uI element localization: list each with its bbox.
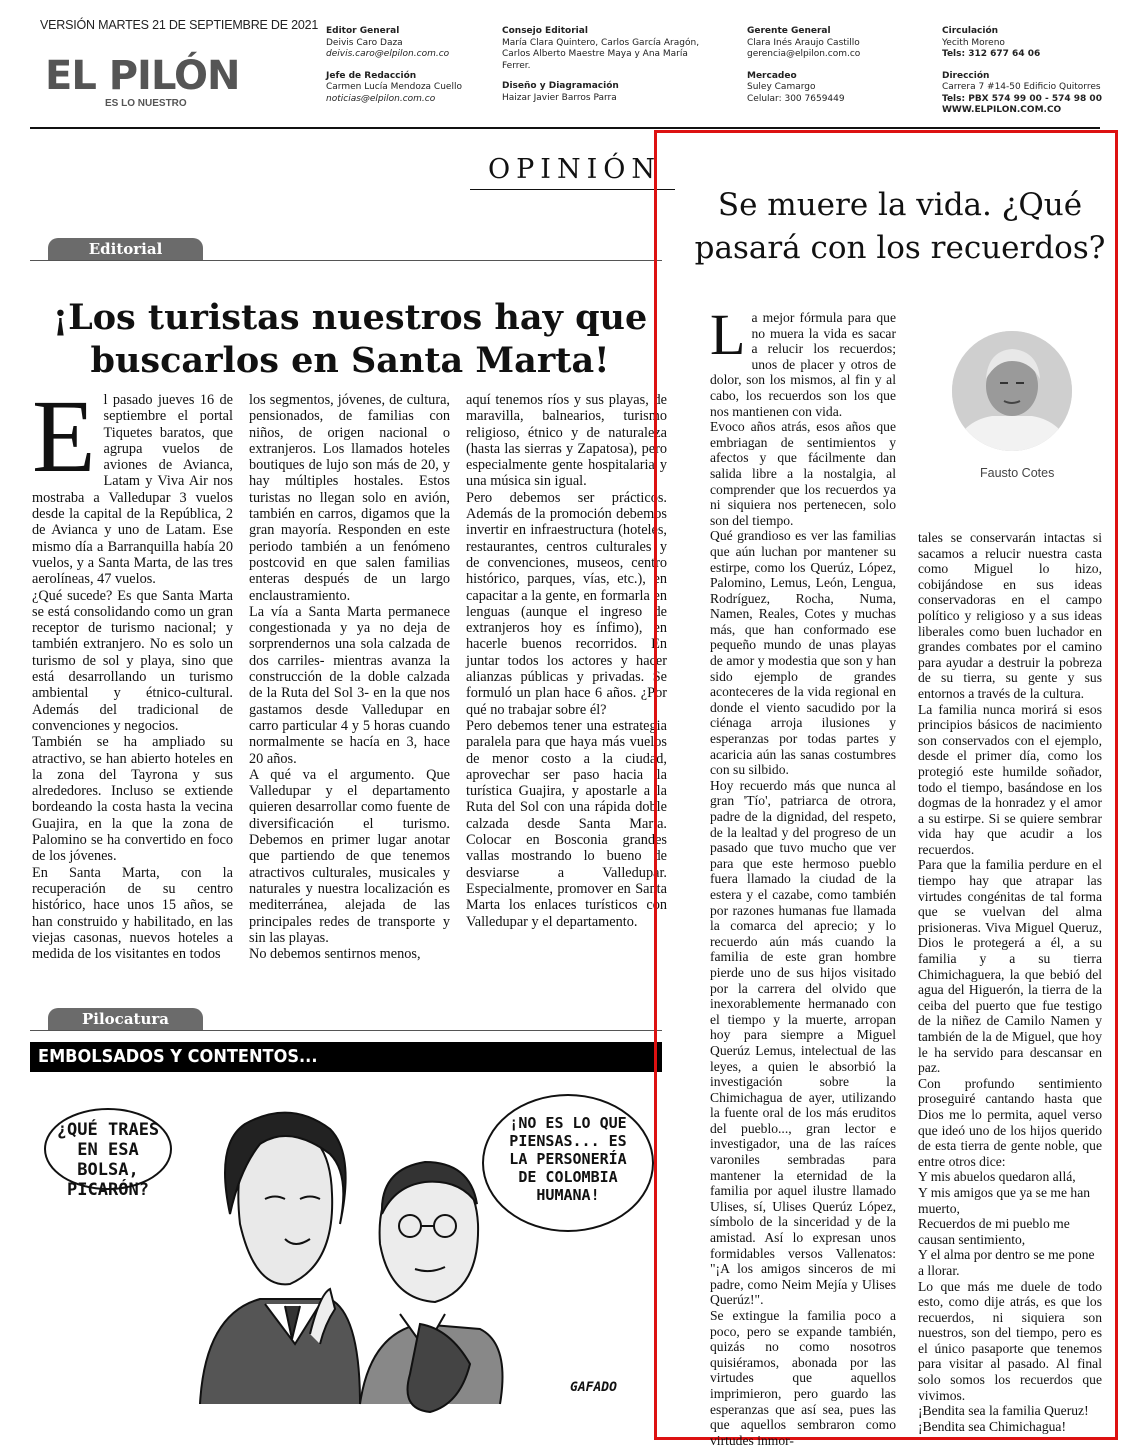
paragraph: Evoco años atrás, esos años que embriagan de sentimientos y afectos y que fácilmente dan salida libre a la nostalgia, al comprender que los recuerdos ya ni siquiera nos pertenecen, solo son del tiempo.	[710, 419, 896, 528]
paragraph: Hoy recuerdo más que nunca al gran 'Tío', patriarca de otrora, padre de la dignidad, del respeto, de la lealtad y del progreso de un pasado que tuvo mucho que ver para que este hermoso pueblo fuera llamado la ciudad de la estera y el cazabe, como también por razones humanas fue llamada la comarca del aprecio; y lo recuerdo aún más cuando la familia de este gran hombre pierde uno de sus hijos visitado por la carrera del olvido que inexorablemente hermanado con el tiempo y la muerte, arropan hoy para siempre a Miguel Querúz Lemus, intelectual de las leyes, a quien le absorbió la investigación sobre la Chimichagua de ayer, utilizando la fuente oral de los más eruditos del pueblo..., gran lector e investigador, una de las raíces varoniles sembradas para mantener la eternidad de la familia por aquel ilustre llamado Ulises, sí, Ulises Querúz López, símbolo de la sinceridad y de la amistad. Así lo expresan unos formidables versos Vallenatos: "¡A los amigos sinceros de mi padre, como Neim Mejía y Ulises Querúz!".	[710, 777, 896, 1308]
diseno-name: Haizar Javier Barros Parra	[502, 92, 617, 103]
cartoon-banner	[30, 1042, 662, 1072]
cartoon-panel	[30, 1074, 662, 1416]
diseno-label: Diseño y Diagramación	[502, 81, 619, 91]
gerente-email: gerencia@elpilon.com.co	[747, 49, 861, 59]
direccion-web[interactable]: WWW.ELPILON.COM.CO	[942, 105, 1062, 115]
newspaper-logo: EL PILÓN	[45, 53, 240, 99]
paragraph: A qué va el argumento. Que Valledupar y el departamento quieren desarrollar como fuente de diversificación el turismo. Debemos en primer lugar anotar que partiendo de que tenemos atractivos culturales, musicales y naturales y nuestra localización es mediterránea, alejada de las principales redes de transporte y sin las playas.	[249, 766, 450, 946]
masthead-consejo-block	[502, 26, 712, 104]
gerente-label: Gerente General	[747, 26, 831, 36]
paragraph: Lo que más me duele de todo esto, como dije atrás, es que los recuerdos, ni siquiera son nuestros, son del tiempo, pero es el único pasaporte que tenemos para visitar al pasado. Al final solo somos los recuerdos que vivimos.	[918, 1278, 1102, 1403]
opinion-col-2	[918, 530, 1102, 1434]
editorial-dropcap: E	[32, 379, 96, 494]
paragraph: aquí tenemos ríos y sus playas, de maravilla, balnearios, turismo religioso, étnico y de naturaleza (hasta las sierras y Zapatosa), pero especialmente gente hospitalaria y una música sin igual.	[466, 392, 667, 490]
editorial-col-3	[466, 392, 667, 930]
circulacion-name: Yecith Moreno	[942, 37, 1005, 48]
editor-email: deivis.caro@elpilon.com.co	[326, 49, 450, 59]
masthead-rule	[30, 127, 1100, 129]
section-rule	[470, 189, 675, 190]
masthead-gerente-block	[747, 26, 917, 105]
consejo-label: Consejo Editorial	[502, 26, 588, 36]
direccion-addr: Carrera 7 #14-50 Edificio Quitorres	[942, 82, 1101, 92]
editor-label: Editor General	[326, 26, 400, 36]
opinion-title: Se muere la vida. ¿Qué pasará con los recuerdos?	[694, 187, 1106, 266]
paragraph: tales se conservarán intactas si sacamos a relucir nuestra casta como Miguel lo hizo, cobijándose en sus ideas conservadoras en el campo político y religioso y a sus ideas liberales como buen luchador en grandes combates por el camino para ayudar a destruir la pobreza de su tierra, su gente y sus entornos a través de la cultura.	[918, 530, 1102, 701]
paragraph: Pero debemos ser prácticos. Además de la promoción debemos invertir en infraestructura (hoteles, restaurantes, centros culturales y de convenciones, museos, centro histórico, parques, vías, etc.), en capacitar a la gente, en formarla en lenguas (aunque el ingreso de extranjeros hoy es ínfimo), en hacerle buenos recorridos. En juntar todos los actores y hacer alianzas públicas y privadas. Se formuló un plan hace 6 años. ¿Por qué no trabajar sobre él?	[466, 489, 667, 718]
verse-line: Y el alma por dentro se me pone a llorar.	[918, 1247, 1095, 1278]
circulacion-label: Circulación	[942, 26, 999, 36]
mercadeo-tel: Celular: 300 7659449	[747, 93, 845, 104]
paragraph: La familia nunca morirá si esos principios básicos de nacimiento son conservados con el ejemplo, desde el primer día, como los protegió este humilde soñador, todo el tiempo, basándose en los dogmas de la honradez y el amor a su estirpe. Si se quiere sembrar vida hay que acudir a los recuerdos.	[918, 701, 1102, 857]
paragraph: los segmentos, jóvenes, de cultura, pensionados, de familias con niños, de origen nacional o extranjeros. Los llamados hoteles boutiques de lujo son más de 20, y hay múltiples hostales. Estos turistas no llegan solo en avión, también en carros, digamos que la gran mayoría. Responden en este periodo también a un fenómeno postcovid en que salen familias enteras después de un largo enclaustramiento.	[249, 392, 450, 604]
masthead-circulacion-block	[942, 26, 1122, 117]
gerente-name: Clara Inés Araujo Castillo	[747, 37, 860, 48]
direccion-tel: Tels: PBX 574 99 00 - 574 98 00	[942, 93, 1102, 104]
paragraph: l pasado jueves 16 de septiembre el portal Tiquetes baratos, que agrupa vuelos de aviones de Avianca, Latam y Viva Air nos mostraba a Valledupar 3 vuelos desde la capital de la República, 2 de Avianca y uno de Latam. Ese mismo día a Barranquilla había 20 vuelos, y a Santa Marta, de las tres aerolíneas, 47 vuelos.	[32, 392, 233, 588]
closing-line: ¡Bendita sea Chimichagua!	[918, 1418, 1066, 1434]
opinion-dropcap: L	[710, 302, 746, 367]
editor-name: Deivis Caro Daza	[326, 37, 403, 48]
jefe-email: noticias@elpilon.com.co	[326, 93, 436, 104]
editorial-tab-line	[30, 260, 662, 261]
masthead-editor-block	[326, 26, 496, 105]
jefe-label: Jefe de Redacción	[326, 70, 417, 81]
paragraph: La vía a Santa Marta permanece congestionada y ya no deja de sorprendernos una sola calzada de dos carriles- mientras avanza la construcción de la doble calzada de la Ruta del Sol 3- en la que nos gastamos desde Valledupar en carro particular 4 y 5 horas cuando normalmente se hacía en 3, hace 20 años.	[249, 603, 450, 767]
editorial-col-1	[32, 379, 233, 963]
pilocatura-tab-line	[30, 1030, 662, 1031]
jefe-name: Carmen Lucía Mendoza Cuello	[326, 82, 462, 92]
paragraph: No debemos sentirnos menos,	[249, 946, 421, 963]
mercadeo-name: Suley Camargo	[747, 82, 816, 92]
editorial-tab: Editorial	[48, 238, 203, 260]
paragraph: También se ha ampliado su atractivo, se han abierto hoteles en la zona del Tayrona y sus alrededores. Incluso se extiende bordeando la costa hasta la vecina Guajira, en la que la zona de Palomino se ha convertido en foco de los jóvenes.	[32, 734, 233, 865]
author-photo	[952, 331, 1072, 451]
verse-line: Y mis abuelos quedaron allá,	[918, 1169, 1076, 1185]
logo-tagline: ES LO NUESTRO	[105, 98, 187, 109]
editorial-title: ¡Los turistas nuestros hay que buscarlos en Santa Marta!	[52, 297, 648, 381]
paragraph: Pero debemos tener una estrategia paralela para que haya más vuelos de menor costo a la ciudad, aprovechar ser paso hacia la turística Guajira, y apostarle a la Ruta del Sol con una rápida doble calzada desde Santa Marta. Colocar en Bosconia grandes vallas mostrando lo bueno de desviarse a Valledupar. Especialmente, promover en Santa Marta los enlaces turísticos con Valledupar y el departamento.	[466, 717, 667, 930]
verse-line: Y mis amigos que ya se me han muerto,	[918, 1184, 1091, 1216]
paragraph: a mejor fórmula para que no muera la vida es sacar a relucir los recuerdos; unos de placer y otros de dolor, son los mismos, al fin y al cabo, los recuerdos son los que nos mantienen con vida.	[710, 310, 896, 419]
paragraph: ¿Qué sucede? Es que Santa Marta se está consolidando como un gran receptor de turismo nacional; y también extranjero. No es solo un turismo de sol y playa, sino que está desarrollando un turismo ambiental y étnico-cultural. Además del tradicional de convenciones y negocios.	[32, 587, 233, 734]
consejo-names: María Clara Quintero, Carlos García Aragón, Carlos Alberto Maestre Maya y Ana María Ferrer.	[502, 37, 700, 71]
mercadeo-label: Mercadeo	[747, 70, 797, 81]
pilocatura-tab: Pilocatura	[48, 1008, 203, 1030]
paragraph: Se extingue la familia poco a poco, pero se expande también, quizás no como nosotros quisiéramos, abonada por las virtudes que aquellos imprimieron, pero guardo las esperanzas que así sea, pues las que aquellos sembraron como virtudes inmor-	[710, 1308, 896, 1448]
author-portrait	[952, 331, 1072, 451]
paragraph: En Santa Marta, con la recuperación de su centro histórico, hace unos 15 años, se han construido y habilitado, en las viejas casonas, nuevos hoteles a medida de los visitantes en todos	[32, 864, 233, 963]
paragraph: Para que la familia perdure en el tiempo hay que atrapar las virtudes congénitas de tal forma que se vuelvan del alma prisioneras. Viva Miguel Queruz, Dios le protegerá a él, a su familia y a su tierra Chimichaguera, la que bebió del agua del Higuerón, la tierra de la ceiba del puerto que fue testigo de la niñez de Camilo Namen y también de la de Miguel, que hoy le ha servido para descansar en paz.	[918, 857, 1102, 1076]
verse-line: Recuerdos de mi pueblo me causan sentimiento,	[918, 1216, 1070, 1247]
editorial-col-2	[249, 392, 450, 962]
speech-bubble-right: ¡NO ES LO QUE PIENSAS... ES LA PERSONERÍA DE COLOMBIA HUMANA!	[482, 1094, 654, 1232]
direccion-label: Dirección	[942, 70, 990, 81]
author-name: Fausto Cotes	[980, 466, 1055, 480]
paragraph: Con profundo sentimiento proseguiré cantando hasta que Dios me lo permita, aquel verso que ideó uno de los hijos querido de esta tierra de gente noble, que entre otros dice:	[918, 1075, 1102, 1169]
cartoon-banner-text: EMBOLSADOS Y CONTENTOS...	[38, 1046, 318, 1067]
paragraph: Qué grandioso es ver las familias que aún luchan por mantener su estirpe, como los Querúz, López, Palomino, Lemus, León, Lengua, Rodríguez, Rocha, Numa, Namen, Reales, Cotes y muchas más, que han conformado ese pequeño mundo de unas playas de amor y modestia que son y han sido ejemplo de grandes aconteceres de la vida regional en donde el viento sacudido por la ciénaga arroja ilusiones y esperanzas por todas partes y acaricia aún las sanas costumbres con su silbido.	[710, 528, 896, 778]
edition-line: VERSIÓN MARTES 21 DE SEPTIEMBRE DE 2021	[40, 18, 319, 32]
circulacion-tel: Tels: 312 677 64 06	[942, 49, 1041, 59]
closing-line: ¡Bendita sea la familia Queruz!	[918, 1403, 1089, 1419]
cartoonist-signature: GAFADO	[570, 1380, 617, 1395]
section-title: OPINIÓN	[488, 154, 662, 185]
opinion-col-1	[710, 302, 896, 1448]
speech-bubble-left: ¿QUÉ TRAES EN ESA BOLSA, PICARÓN?	[44, 1108, 172, 1190]
